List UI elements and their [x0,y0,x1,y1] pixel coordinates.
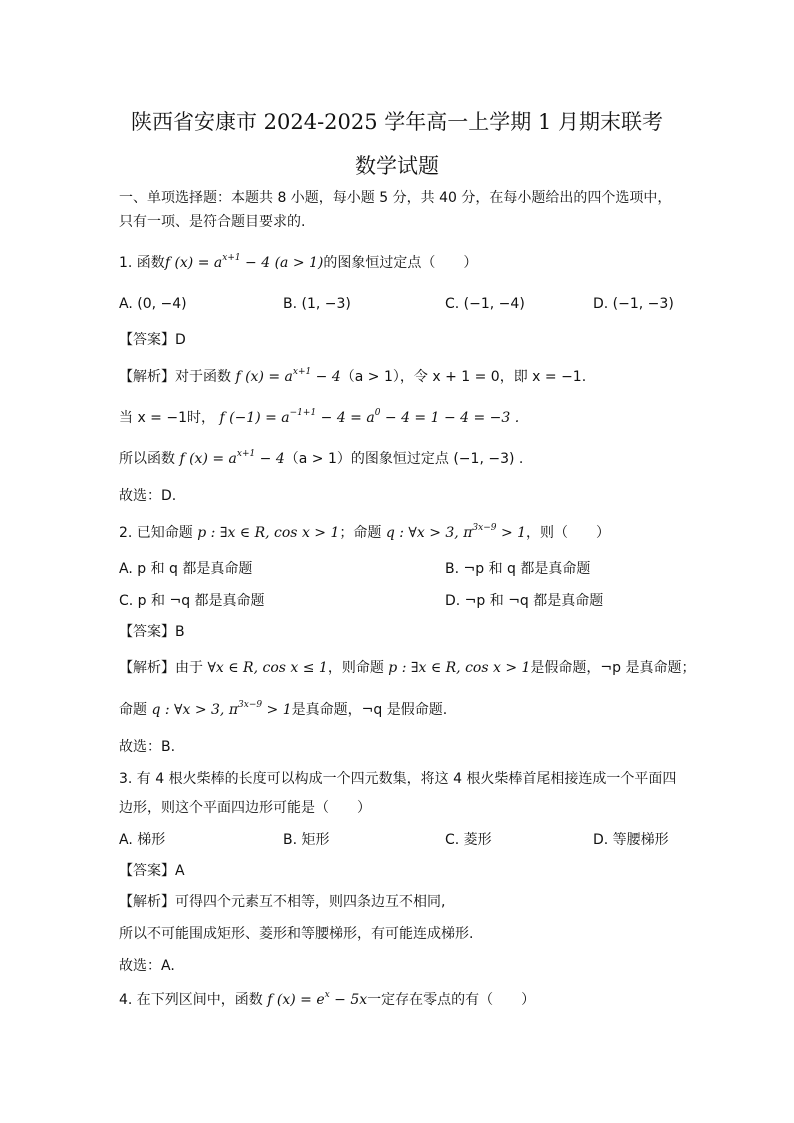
q2-answer: 【答案】B [119,624,185,640]
q3-option-d: D. 等腰梯形 [593,832,669,848]
q3-answer: 【答案】A [119,863,185,879]
q3-analysis-1: 【解析】可得四个元素互不相等，则四条边互不相同, [119,894,446,910]
q1-analysis-2-prefix: 当 x = −1时， [119,410,220,426]
q3-stem-line-2: 边形，则这个平面四边形可能是（ ） [119,800,371,816]
q4-stem-exp: x [324,990,330,1000]
q2-stem-q-rest: > 1 [496,525,527,541]
q1-option-a: A. (0, −4) [119,296,187,312]
q1-analysis-1-prefix: 【解析】对于函数 [119,369,236,385]
question-4-stem [119,990,535,1010]
q1-analysis-1-rest: − 4 [311,369,341,385]
q1-analysis-1-exp: x+1 [292,367,312,377]
q1-answer: 【答案】D [119,332,186,348]
q1-option-b: B. (1, −3) [283,296,351,312]
question-1-stem [119,253,477,273]
q2-conclusion: 故选：B. [119,739,176,755]
q1-analysis-3 [119,449,523,469]
q1-analysis-3-exp: x+1 [236,449,256,459]
q1-analysis-1 [119,367,586,387]
q2-option-d: D. ¬p 和 ¬q 都是真命题 [445,593,604,609]
q3-analysis-2: 所以不可能围成矩形、菱形和等腰梯形，有可能连成梯形. [119,926,474,942]
q2-analysis-1-math: ∀x ∈ R, cos x ≤ 1 [207,660,328,676]
q3-option-b: B. 矩形 [283,832,330,848]
page-subtitle: 数学试题 [355,154,439,178]
q2-stem-q: q : ∀x > 3, π [385,525,473,541]
q2-analysis-2-rest: > 1 [262,702,292,718]
page-title: 陕西省安康市 2024-2025 学年高一上学期 1 月期末联考 [130,110,664,134]
q2-analysis-2 [119,700,447,720]
q2-stem-suffix: ，则（ ） [526,525,611,541]
q2-analysis-1-mid: ，则命题 [327,660,389,676]
q3-stem-line-1: 3. 有 4 根火柴棒的长度可以构成一个四元数集，将这 4 根火柴棒首尾相接连成一个平面四 [119,771,677,787]
q2-option-c: C. p 和 ¬q 都是真命题 [119,593,265,609]
q2-stem-prefix: 2. 已知命题 [119,525,198,541]
q1-analysis-3-rest: − 4 [255,451,285,467]
q1-analysis-2-math: f (−1) = a [219,410,290,426]
q3-option-a: A. 梯形 [119,832,166,848]
q3-conclusion: 故选：A. [119,958,175,974]
q1-stem-func: f (x) = a [164,255,223,271]
q1-option-d: D. (−1, −3) [593,296,674,312]
q4-stem-rest: − 5x [329,992,368,1008]
q1-analysis-2 [119,408,519,428]
q1-stem-rest: − 4 (a > 1) [240,255,324,271]
q2-stem-exp: 3x−9 [472,523,497,533]
q3-option-c: C. 菱形 [445,832,492,848]
q1-analysis-3-prefix: 所以函数 [119,451,180,467]
q1-analysis-1-math: f (x) = a [235,369,293,385]
q2-option-b: B. ¬p 和 q 都是真命题 [445,561,591,577]
q4-stem-prefix: 4. 在下列区间中，函数 [119,992,268,1008]
q2-analysis-1-prefix: 【解析】由于 [119,660,208,676]
q4-stem-suffix: 一定存在零点的有（ ） [367,992,536,1008]
q2-option-a: A. p 和 q 都是真命题 [119,561,253,577]
q4-stem-math: f (x) = e [267,992,325,1008]
q1-analysis-2-rest: − 4 = 1 − 4 = −3 . [380,410,520,426]
q2-analysis-1 [119,658,696,678]
q2-analysis-2-prefix: 命题 [119,702,152,718]
q1-stem-suffix: 的图象恒过定点（ ） [323,255,478,271]
question-2-stem [119,523,610,543]
section-heading: 一、单项选择题：本题共 8 小题，每小题 5 分，共 40 分，在每小题给出的四个选项中，只有一项、是符合题目要求的. [119,190,672,230]
q2-stem-mid: ；命题 [339,525,386,541]
q2-stem-p: p : ∃x ∈ R, cos x > 1 [197,525,340,541]
q2-analysis-1-p: p : ∃x ∈ R, cos x > 1 [388,660,531,676]
q2-analysis-2-suffix: 是真命题，¬q 是假命题. [291,702,448,718]
q2-analysis-2-q: q : ∀x > 3, π [151,702,239,718]
q1-analysis-2-exp2: 0 [374,408,381,418]
q1-analysis-2-exp: −1+1 [289,408,317,418]
q1-conclusion: 故选：D. [119,488,177,504]
q1-analysis-1-suffix: （a > 1），令 x + 1 = 0，即 x = −1. [340,369,587,385]
q1-stem-exp: x+1 [222,253,241,263]
q1-analysis-3-math: f (x) = a [179,451,237,467]
q1-analysis-3-suffix: （a > 1）的图象恒过定点 (−1, −3) . [284,451,524,467]
q2-analysis-1-suffix: 是假命题，¬p 是真命题； [530,660,696,676]
q2-analysis-2-exp: 3x−9 [238,700,263,710]
q1-stem-prefix: 1. 函数 [119,255,165,271]
q1-analysis-2-mid: − 4 = a [316,410,375,426]
q1-option-c: C. (−1, −4) [445,296,525,312]
